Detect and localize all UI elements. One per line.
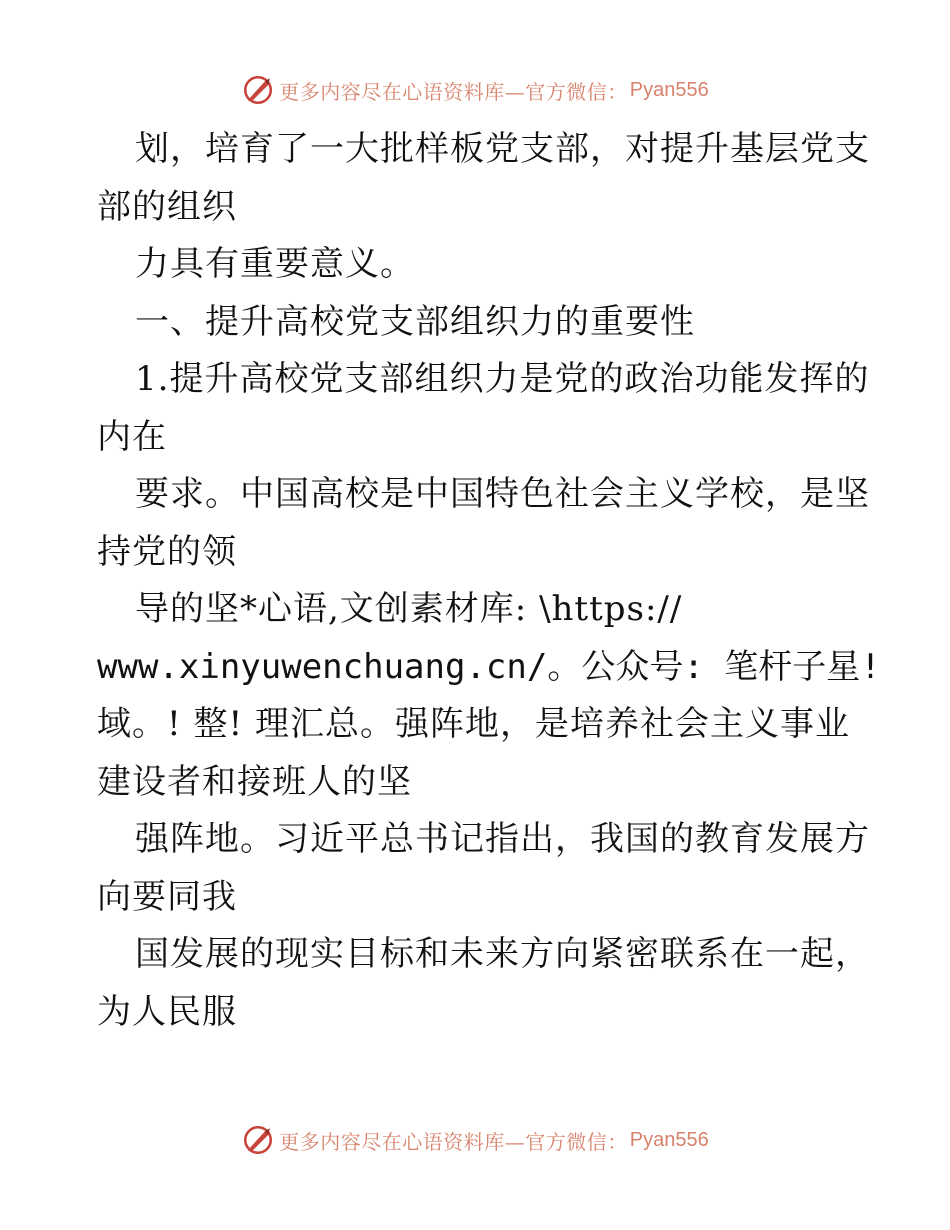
- pen-logo-icon: [241, 1123, 275, 1157]
- body-line: 要求。中国高校是中国特色社会主义学校，是坚: [135, 474, 870, 514]
- header-watermark: [0, 70, 950, 110]
- body-line: 导的坚*心语,文创素材库: \https://: [135, 589, 683, 629]
- footer-watermark: [0, 1120, 950, 1160]
- body-line: 向要同我: [97, 876, 237, 917]
- body-line: 内在: [97, 416, 167, 457]
- body-line: 国发展的现实目标和未来方向紧密联系在一起，: [135, 934, 870, 974]
- section-heading: 一、提升高校党支部组织力的重要性: [135, 301, 695, 342]
- body-line: 部的组织: [97, 186, 237, 227]
- body-line: 力具有重要意义。: [135, 244, 415, 284]
- body-line: 为人民服: [97, 991, 237, 1032]
- subsection-heading: 1.提升高校党支部组织力是党的政治功能发挥的: [135, 359, 870, 399]
- watermark-wechat-id: Pyan556: [629, 1128, 709, 1151]
- watermark-wechat-id: Pyan556: [629, 78, 709, 101]
- pen-logo-icon: [241, 73, 275, 107]
- body-line-url: www.xinyuwenchuang.cn/。公众号: 笔杆子星!: [97, 646, 881, 687]
- body-line: 强阵地。习近平总书记指出，我国的教育发展方: [135, 819, 870, 859]
- document-body: [97, 121, 881, 1041]
- watermark-text: 更多内容尽在心语资料库—官方微信：: [279, 79, 628, 104]
- body-line: 划，培育了一大批样板党支部，对提升基层党支: [135, 129, 870, 169]
- body-line: 持党的领: [97, 531, 237, 572]
- body-line: 域。! 整! 理汇总。强阵地，是培养社会主义事业: [97, 704, 850, 744]
- body-line: 建设者和接班人的坚: [97, 761, 412, 802]
- watermark-text: 更多内容尽在心语资料库—官方微信：: [279, 1129, 628, 1154]
